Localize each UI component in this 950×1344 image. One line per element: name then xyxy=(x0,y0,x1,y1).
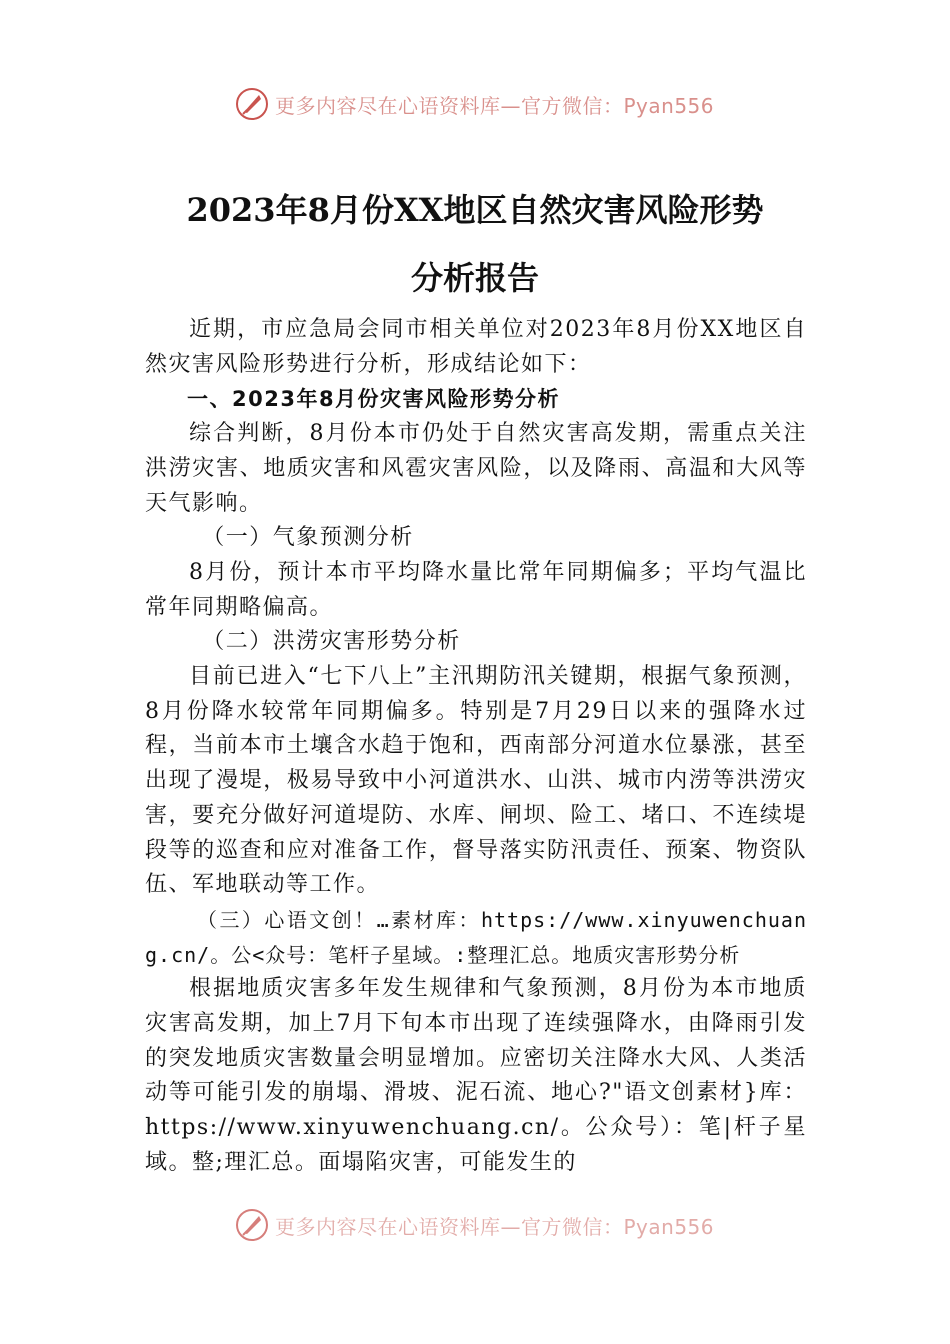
section1-heading: 一、2023年8月份灾害风险形势分析 xyxy=(187,387,561,412)
sub3-heading: （三）心语文创！…素材库：https://www.xinyuwenchuang.cn/。公<众号：笔杆子星域。:整理汇总。地质灾害形势分析 xyxy=(145,907,807,967)
sub3-paragraph: 根据地质灾害多年发生规律和气象预测，8月份为本市地质灾害高发期，加上7月下旬本市出现了连续强降水，由降雨引发的突发地质灾害数量会明显增加。应密切关注降水大风、人类活动等可能引发的崩塌、滑坡、泥石流、地心?"语文创素材}库：https://www.xinyuwenchuang.cn/。公众号）：笔|杆子星域。整;理汇总。面塌陷灾害，可能发生的 xyxy=(145,976,807,1175)
watermark-footer xyxy=(235,1205,714,1245)
document-title-line1: 2023年8月份XX地区自然灾害风险形势 xyxy=(186,191,764,229)
document-title-line2: 分析报告 xyxy=(410,259,539,297)
sub1-paragraph: 8月份，预计本市平均降水量比常年同期偏多；平均气温比常年同期略偏高。 xyxy=(145,559,807,620)
quill-logo-icon xyxy=(235,87,269,121)
watermark-text: 更多内容尽在心语资料库—官方微信：Pyan556 xyxy=(275,93,715,118)
quill-logo-icon xyxy=(235,1208,269,1242)
section1-paragraph: 综合判断，8月份本市仍处于自然灾害高发期，需重点关注洪涝灾害、地质灾害和风雹灾害风险，以及降雨、高温和大风等天气影响。 xyxy=(145,421,807,516)
sub1-heading: （一）气象预测分析 xyxy=(202,525,414,551)
watermark-header xyxy=(235,84,714,124)
intro-paragraph: 近期，市应急局会同市相关单位对2023年8月份XX地区自然灾害风险形势进行分析，形成结论如下： xyxy=(145,317,807,377)
sub2-heading: （二）洪涝灾害形势分析 xyxy=(202,629,461,655)
sub2-paragraph: 目前已进入“七下八上”主汛期防汛关键期，根据气象预测，8月份降水较常年同期偏多。特别是7月29日以来的强降水过程，当前本市土壤含水趋于饱和，西南部分河道水位暴涨，甚至出现了漫堤，极易导致中小河道洪水、山洪、城市内涝等洪涝灾害，要充分做好河道堤防、水库、闸坝、险工、堵口、不连续堤段等的巡查和应对准备工作，督导落实防汛责任、预案、物资队伍、军地联动等工作。 xyxy=(145,664,807,898)
document-body xyxy=(145,313,807,1181)
watermark-text: 更多内容尽在心语资料库—官方微信：Pyan556 xyxy=(275,1214,715,1239)
